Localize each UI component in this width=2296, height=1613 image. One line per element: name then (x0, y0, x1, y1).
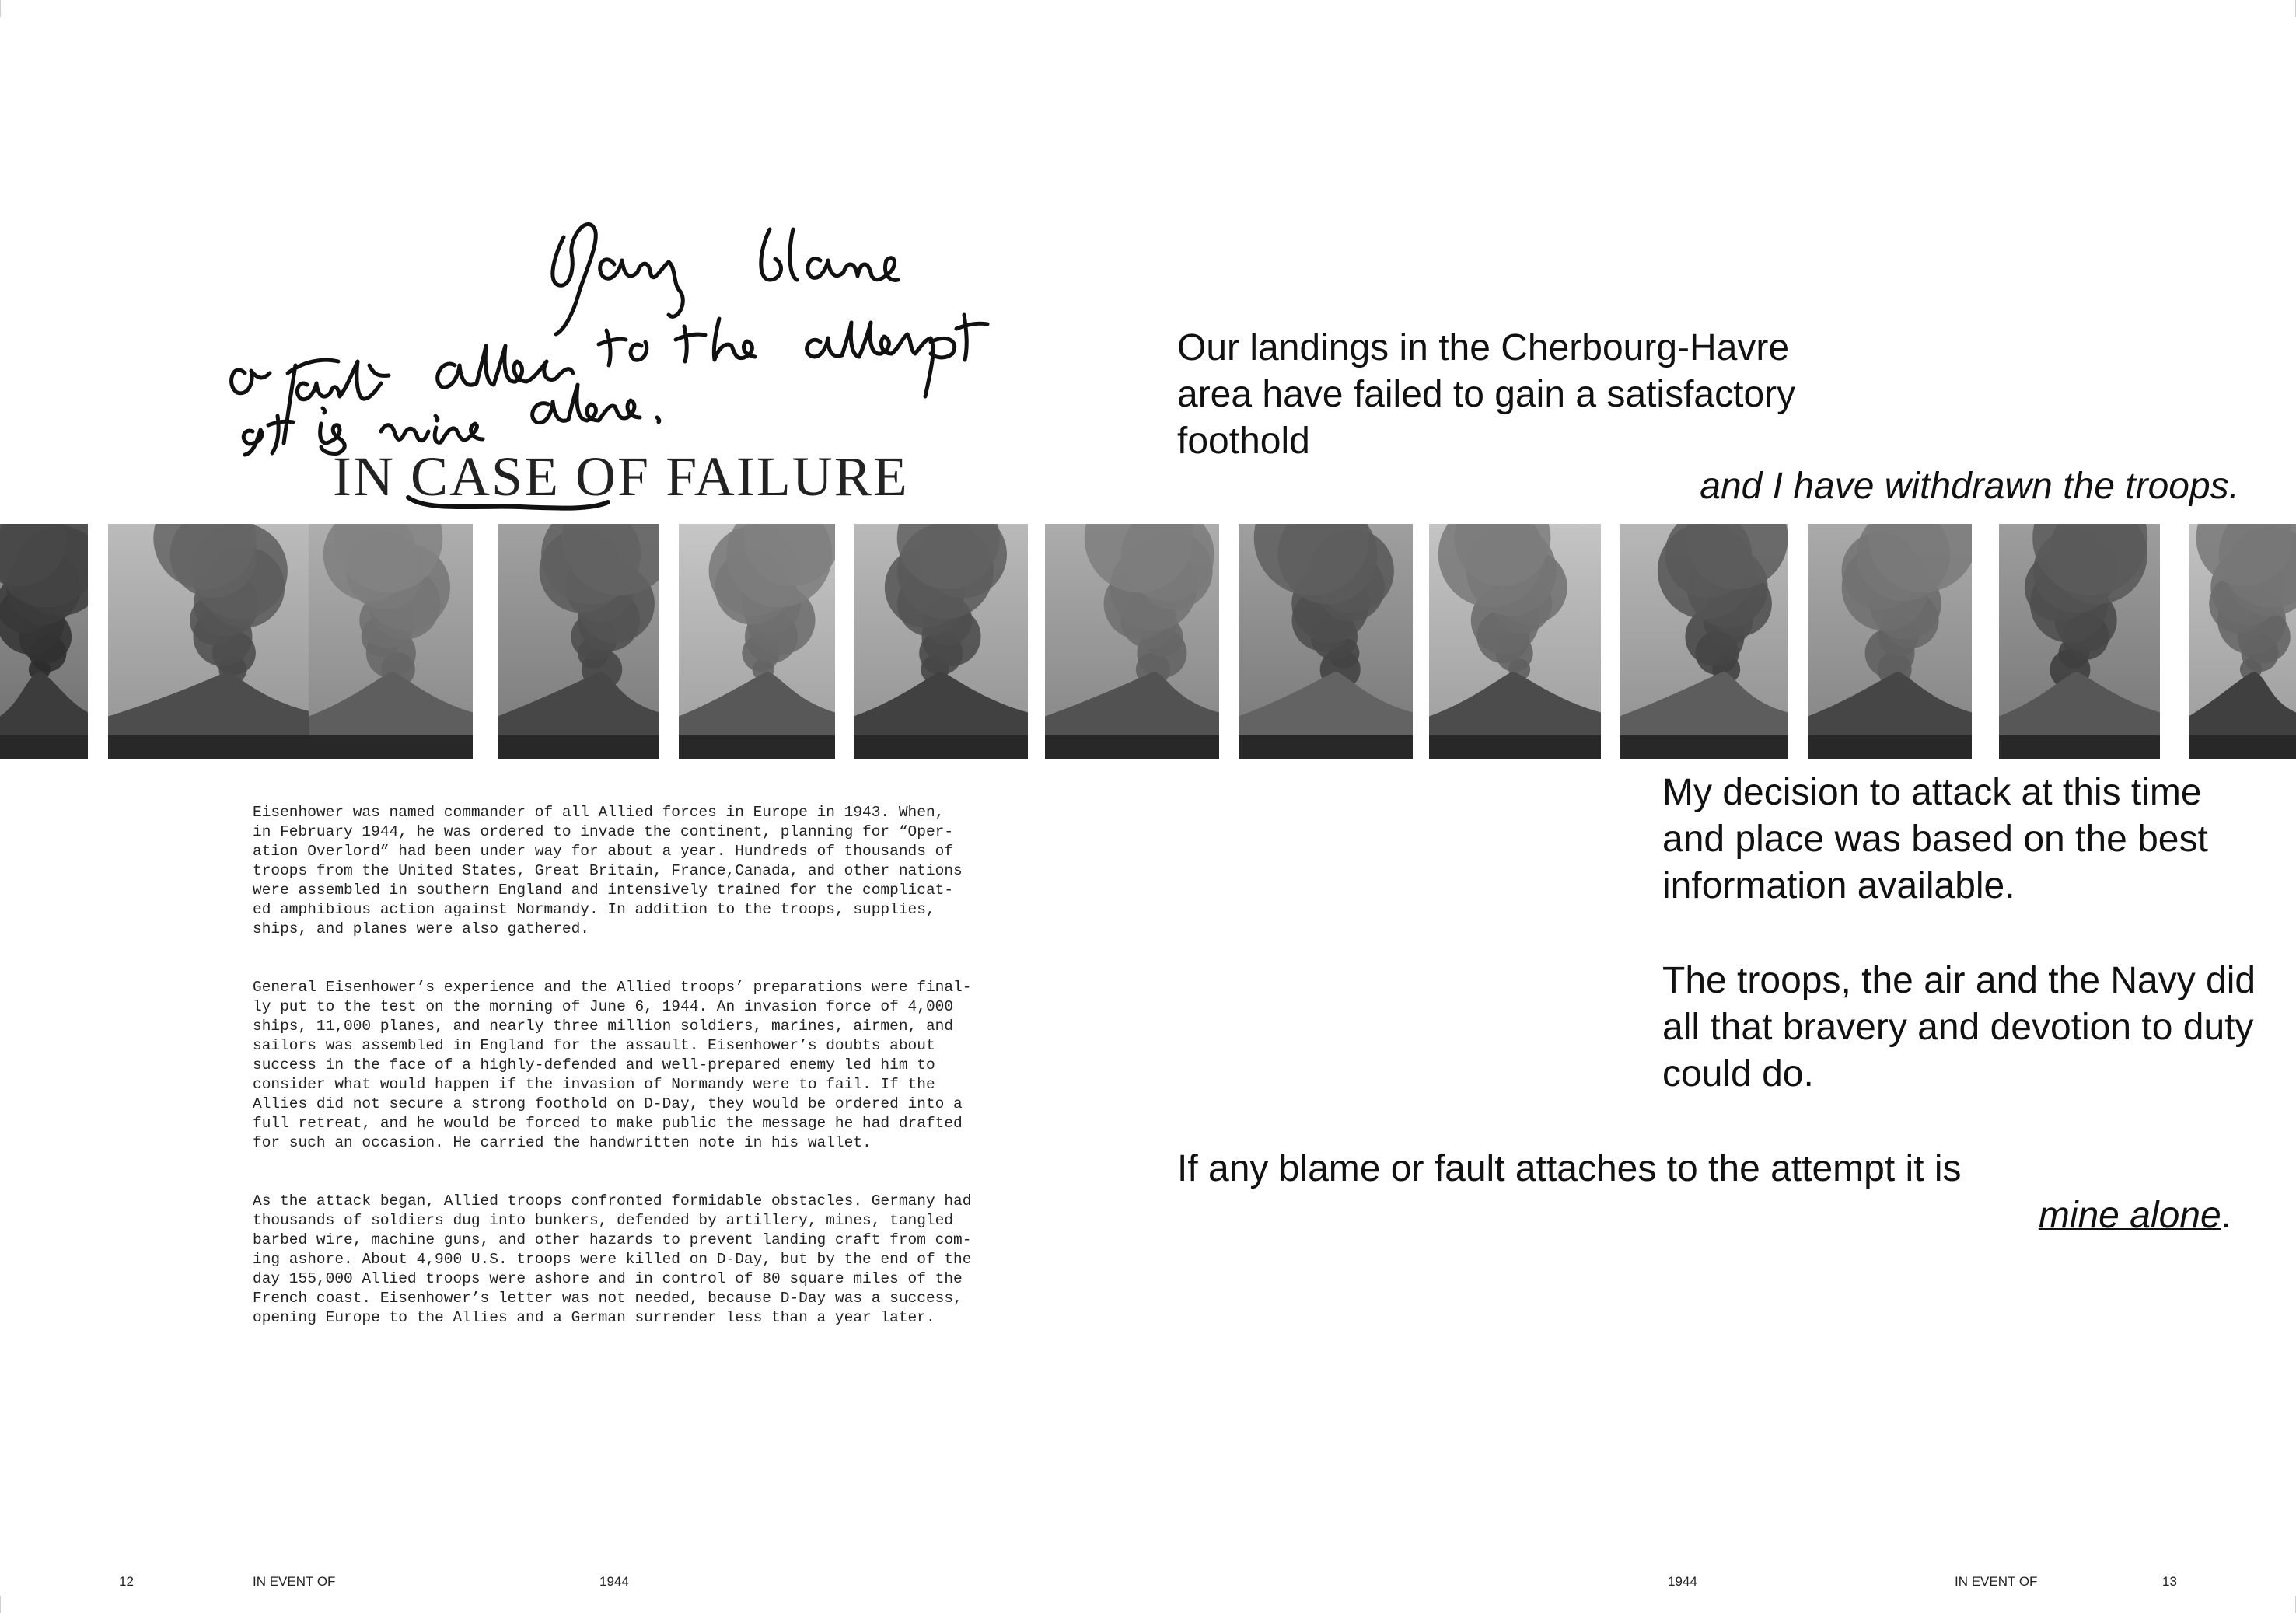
volcano-eruption-photo-1 (0, 524, 88, 759)
volcano-eruption-photo-6 (854, 524, 1028, 759)
volcano-eruption-photo-10 (1620, 524, 1788, 759)
volcano-eruption-photo-4 (498, 524, 659, 759)
volcano-eruption-photo-5 (679, 524, 835, 759)
volcano-eruption-photo-8 (1239, 524, 1413, 759)
body-paragraph-3: As the attack began, Allied troops confronted formidable obstacles. Germany had thousands of soldiers dug into bunkers, defended by artillery, mines, tangled barbed wire, machine guns, and other hazards to prevent landing craft from com- ing ashore. About 4,900 U.S. troops were killed on D-Day, but by the end of the day 155,000 Allied troops were ashore and in control of 80 square miles of the French coast. Eisenhower’s letter was not needed, because D-Day was a success, opening Europe to the Allies and a German surrender less than a year later. (253, 1192, 972, 1326)
body-text (253, 784, 1015, 1367)
footer-page-number-right: 13 (2162, 1574, 2177, 1589)
quote-troops: The troops, the air and the Navy did all that bravery and devotion to duty could do. (1662, 960, 2256, 1095)
volcano-eruption-photo-2 (108, 524, 314, 759)
footer-section-left: IN EVENT OF (253, 1574, 336, 1589)
quote-blame: If any blame or fault attaches to the attempt it is (1177, 1148, 1962, 1189)
volcano-photo-strip (0, 524, 2296, 759)
crop-mark-bottom-left (0, 1596, 1, 1613)
quote-mine-alone-underlined: mine alone (2038, 1195, 2221, 1236)
quote-withdrawn: and I have withdrawn the troops. (1700, 466, 2239, 507)
handwritten-note (222, 206, 1022, 486)
title-underline-stroke (404, 491, 614, 515)
footer-section-right: IN EVENT OF (1955, 1574, 2038, 1589)
quote-landings: Our landings in the Cherbourg-Havre area have failed to gain a satisfactory foothold (1177, 327, 1796, 462)
crop-mark-top-left (0, 0, 1, 17)
quote-decision: My decision to attack at this time and place was based on the best information available. (1662, 772, 2208, 906)
title-suffix: OF FAILURE (560, 445, 909, 508)
volcano-eruption-photo-9 (1429, 524, 1601, 759)
footer-year-right: 1944 (1668, 1574, 1697, 1589)
footer-page-number-left: 12 (119, 1574, 134, 1589)
quote-mine-alone (1477, 1192, 2231, 1239)
footer-year-left: 1944 (599, 1574, 629, 1589)
body-paragraph-2: General Eisenhower’s experience and the Allied troops’ preparations were final- ly put to the test on the morning of June 6, 1944. An invasion force of 4,000 ships, 11,000 planes, and nearly three million soldiers, marines, airmen, and sailors was assembled in England for the assault. Eisenhower’s doubts about success in the face of a highly-defended and well-prepared enemy led him to consider what would happen if the invasion of Normandy were to fail. If the Allies did not secure a strong foothold on D-Day, they would be ordered into a full retreat, and he would be forced to make public the message he had drafted for such an occasion. He carried the handwritten note in his wallet. (253, 979, 972, 1151)
volcano-eruption-photo-3 (309, 524, 473, 759)
volcano-eruption-photo-7 (1045, 524, 1219, 759)
quote-mine-alone-period: . (2221, 1195, 2231, 1236)
volcano-eruption-photo-11 (1808, 524, 1972, 759)
title-case-word: CASE (410, 445, 561, 508)
volcano-eruption-photo-12 (1999, 524, 2160, 759)
title-prefix: IN (333, 445, 411, 508)
volcano-eruption-photo-13 (2189, 524, 2296, 759)
body-paragraph-1: Eisenhower was named commander of all Allied forces in Europe in 1943. When, in February 1944, he was ordered to invade the continent, planning for “Oper- ation Overlord” had been under way for about a year. Hundreds of thousands of troops from the United States, Great Britain, France,Canada, and other nations were assembled in southern England and intensively trained for the complicat- ed amphibious action against Normandy. In addition to the troops, supplies, ships, and planes were also gathered. (253, 804, 963, 937)
